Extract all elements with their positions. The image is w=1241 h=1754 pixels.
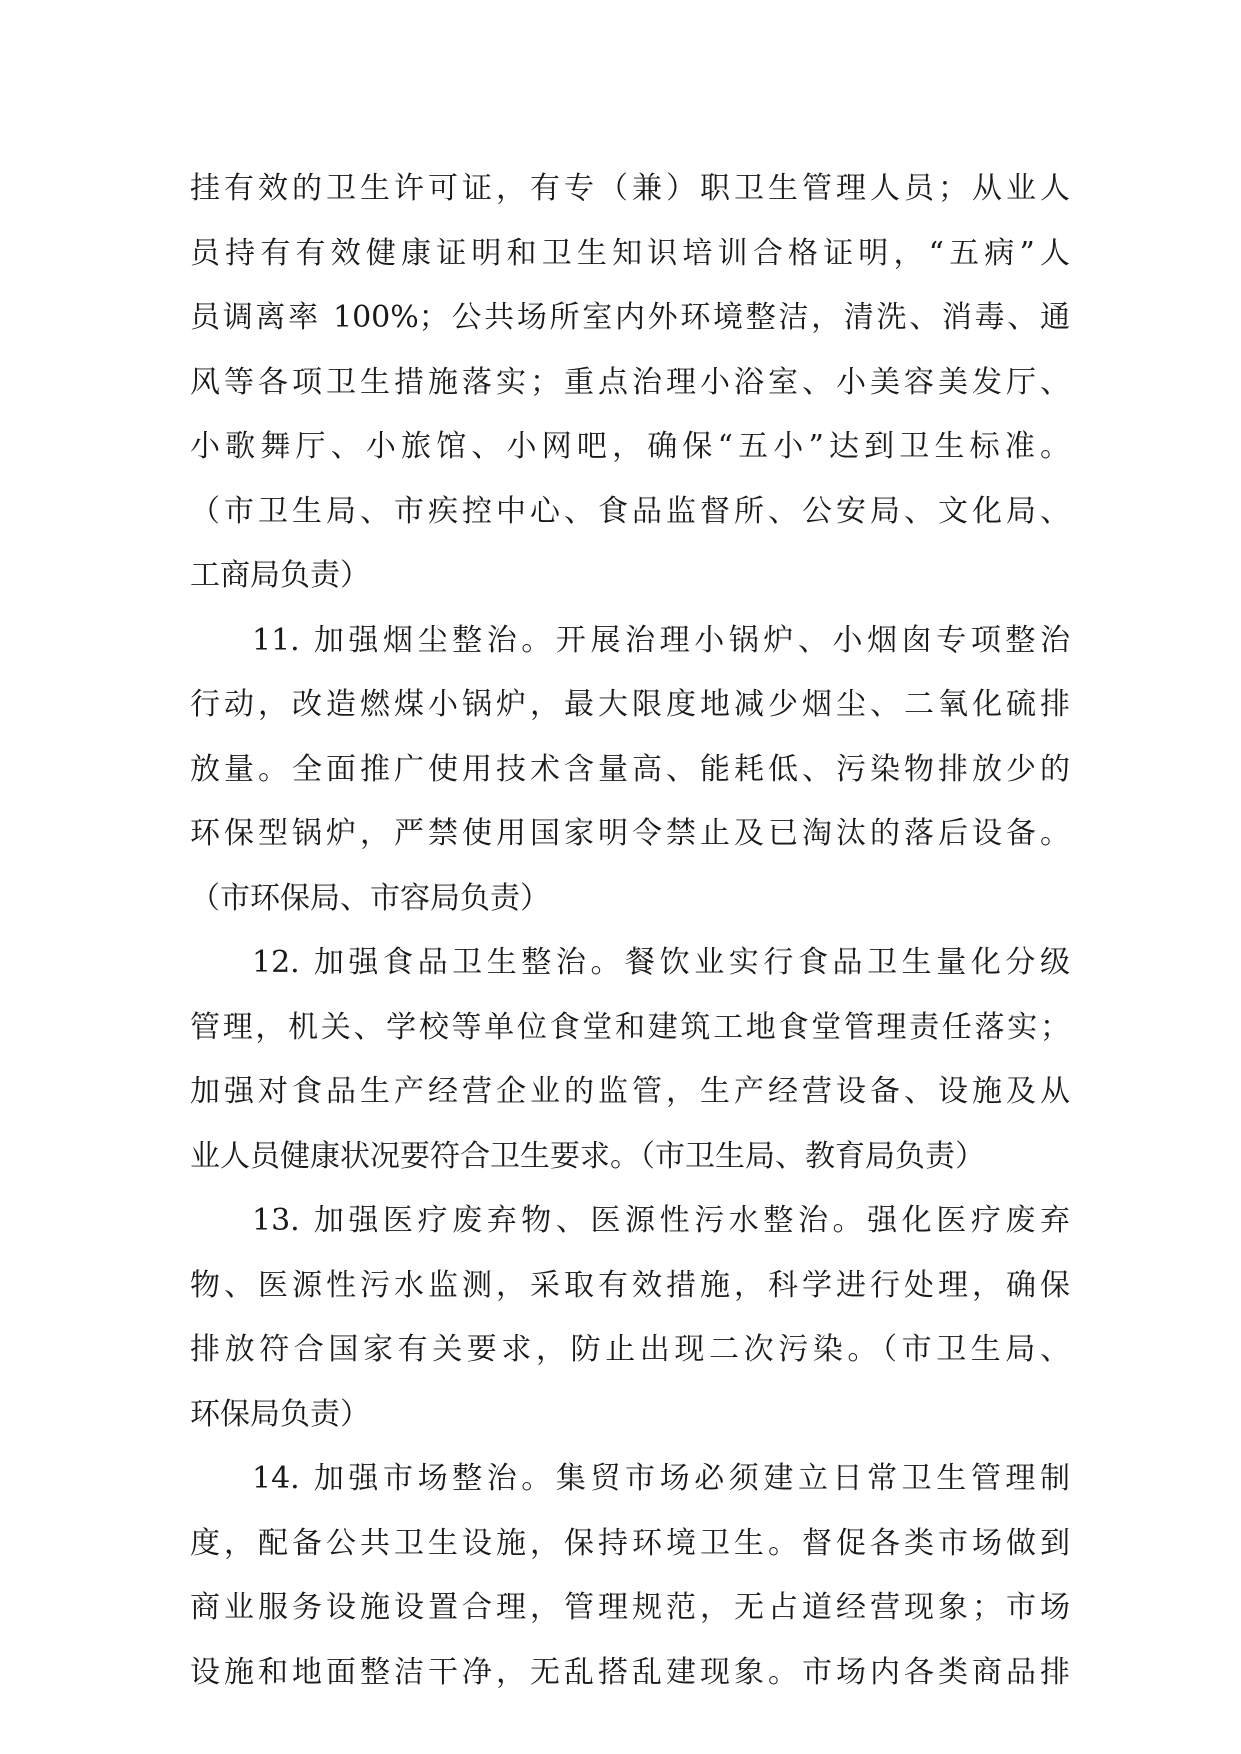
- text-line: 行动，改造燃煤小锅炉，最大限度地减少烟尘、二氧化硫排: [190, 687, 1070, 722]
- paragraph-first-line: 14. 加强市场整治。集贸市场必须建立日常卫生管理制: [252, 1461, 1070, 1496]
- text-line: 小歌舞厅、小旅馆、小网吧，确保“五小”达到卫生标准。: [190, 429, 1070, 464]
- text-line: （市环保局、市容局负责）: [190, 880, 550, 916]
- text-line: 加强对食品生产经营企业的监管，生产经营设备、设施及从: [190, 1074, 1070, 1109]
- text-line: 环保局负责）: [190, 1396, 370, 1432]
- paragraph-first-line: 12. 加强食品卫生整治。餐饮业实行食品卫生量化分级: [252, 945, 1070, 980]
- text-line: 排放符合国家有关要求，防止出现二次污染。（市卫生局、: [190, 1332, 1070, 1367]
- text-line: 商业服务设施设置合理，管理规范，无占道经营现象；市场: [190, 1590, 1070, 1625]
- text-line: 业人员健康状况要符合卫生要求。（市卫生局、教育局负责）: [190, 1138, 985, 1174]
- text-line: 环保型锅炉，严禁使用国家明令禁止及已淘汰的落后设备。: [190, 816, 1070, 851]
- text-line: 员持有有效健康证明和卫生知识培训合格证明，“五病”人: [190, 235, 1070, 271]
- paragraph-first-line: 11. 加强烟尘整治。开展治理小锅炉、小烟囱专项整治: [252, 622, 1070, 658]
- paragraph-first-line: 13. 加强医疗废弃物、医源性污水整治。强化医疗废弃: [252, 1203, 1070, 1238]
- text-line: 工商局负责）: [190, 558, 370, 593]
- document-body: [190, 157, 1070, 1705]
- text-line: 风等各项卫生措施落实；重点治理小浴室、小美容美发厅、: [190, 364, 1070, 400]
- text-line: 放量。全面推广使用技术含量高、能耗低、污染物排放少的: [190, 751, 1070, 787]
- text-line: 挂有效的卫生许可证，有专（兼）职卫生管理人员；从业人: [190, 171, 1070, 206]
- text-line: 度，配备公共卫生设施，保持环境卫生。督促各类市场做到: [190, 1525, 1070, 1561]
- text-line: 员调离率 100%；公共场所室内外环境整洁，清洗、消毒、通: [190, 300, 1070, 335]
- text-line: 物、医源性污水监测，采取有效措施，科学进行处理，确保: [190, 1267, 1070, 1303]
- text-line: （市卫生局、市疾控中心、食品监督所、公安局、文化局、: [190, 493, 1070, 529]
- text-line: 管理，机关、学校等单位食堂和建筑工地食堂管理责任落实；: [190, 1009, 1070, 1045]
- text-line: 设施和地面整洁干净，无乱搭乱建现象。市场内各类商品排: [190, 1654, 1070, 1690]
